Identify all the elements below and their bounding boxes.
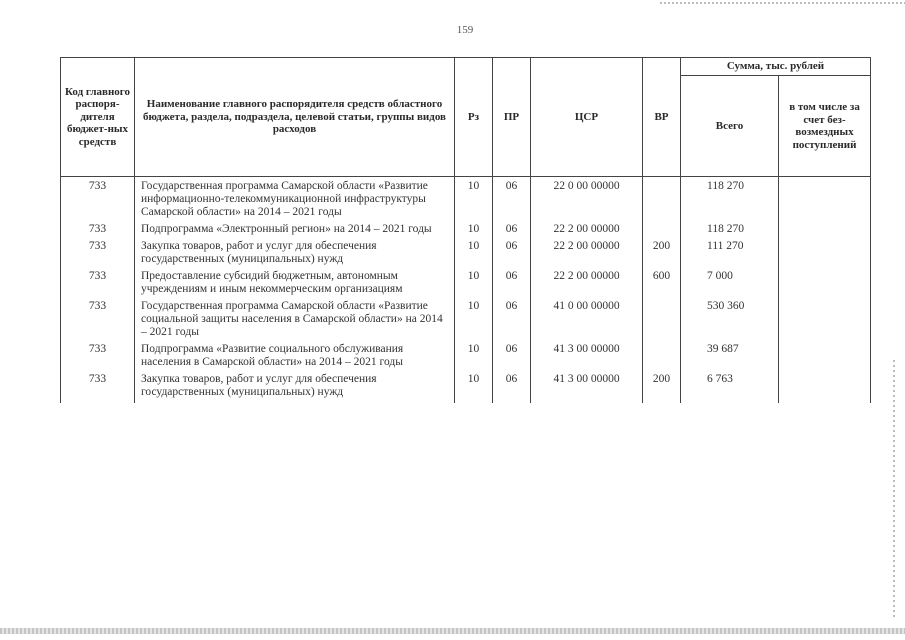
cell-csr: 41 3 00 00000 <box>531 373 643 403</box>
table-body <box>61 177 871 404</box>
cell-pr: 06 <box>493 240 531 270</box>
cell-csr: 22 2 00 00000 <box>531 240 643 270</box>
cell-total: 7 000 <box>681 270 779 300</box>
cell-pr: 06 <box>493 223 531 240</box>
cell-including <box>779 343 871 373</box>
cell-csr: 22 0 00 00000 <box>531 180 643 223</box>
table-row <box>61 240 871 270</box>
cell-vr <box>643 223 681 240</box>
page-number: 159 <box>456 24 474 36</box>
header-including: в том числе за счет без-возмездных поступлений <box>779 76 871 177</box>
table-row <box>61 300 871 343</box>
cell-total: 39 687 <box>681 343 779 373</box>
cell-rz: 10 <box>455 300 493 343</box>
cell-code: 733 <box>61 373 135 403</box>
cell-name: Подпрограмма «Электронный регион» на 2014 – 2021 годы <box>135 223 455 240</box>
cell-including <box>779 223 871 240</box>
scan-artifact-bottom-edge <box>0 628 905 634</box>
cell-name: Предоставление субсидий бюджетным, автономным учреждениям и иным некоммерческим организациям <box>135 270 455 300</box>
cell-vr <box>643 343 681 373</box>
cell-name: Государственная программа Самарской области «Развитие информационно-телекоммуникационной инфраструктуры Самарской области» на 2014 – 2021 годы <box>135 180 455 223</box>
cell-rz: 10 <box>455 343 493 373</box>
cell-csr: 22 2 00 00000 <box>531 223 643 240</box>
cell-vr <box>643 180 681 223</box>
cell-rz: 10 <box>455 270 493 300</box>
header-sum: Сумма, тыс. рублей <box>681 58 871 76</box>
cell-csr: 22 2 00 00000 <box>531 270 643 300</box>
scan-artifact-top <box>660 2 905 4</box>
cell-pr: 06 <box>493 180 531 223</box>
cell-pr: 06 <box>493 270 531 300</box>
cell-total: 111 270 <box>681 240 779 270</box>
cell-vr: 600 <box>643 270 681 300</box>
header-name: Наименование главного распорядителя средств областного бюджета, раздела, подраздела, целевой статьи, группы видов расходов <box>135 58 455 177</box>
cell-rz: 10 <box>455 373 493 403</box>
header-pr: ПР <box>493 58 531 177</box>
cell-vr: 200 <box>643 373 681 403</box>
cell-rz: 10 <box>455 240 493 270</box>
budget-table <box>60 57 871 403</box>
table-header <box>61 58 871 177</box>
cell-pr: 06 <box>493 343 531 373</box>
cell-name: Закупка товаров, работ и услуг для обеспечения государственных (муниципальных) нужд <box>135 240 455 270</box>
cell-code: 733 <box>61 240 135 270</box>
header-total: Всего <box>681 76 779 177</box>
header-code: Код главного распоря-дителя бюджет-ных средств <box>61 58 135 177</box>
cell-name: Подпрограмма «Развитие социального обслуживания населения в Самарской области» на 2014 – 2021 годы <box>135 343 455 373</box>
cell-code: 733 <box>61 180 135 223</box>
cell-including <box>779 180 871 223</box>
cell-vr: 200 <box>643 240 681 270</box>
cell-total: 118 270 <box>681 180 779 223</box>
cell-csr: 41 3 00 00000 <box>531 343 643 373</box>
cell-vr <box>643 300 681 343</box>
cell-including <box>779 373 871 403</box>
cell-pr: 06 <box>493 300 531 343</box>
cell-including <box>779 240 871 270</box>
table-row <box>61 343 871 373</box>
table-row <box>61 180 871 223</box>
cell-code: 733 <box>61 223 135 240</box>
cell-code: 733 <box>61 300 135 343</box>
cell-rz: 10 <box>455 223 493 240</box>
table-row <box>61 270 871 300</box>
header-vr: ВР <box>643 58 681 177</box>
cell-total: 118 270 <box>681 223 779 240</box>
cell-rz: 10 <box>455 180 493 223</box>
cell-name: Государственная программа Самарской области «Развитие социальной защиты населения в Самарской области» на 2014 – 2021 годы <box>135 300 455 343</box>
table-row <box>61 223 871 240</box>
table-row <box>61 373 871 403</box>
cell-pr: 06 <box>493 373 531 403</box>
header-rz: Рз <box>455 58 493 177</box>
header-csr: ЦСР <box>531 58 643 177</box>
scan-artifact-right-edge <box>893 360 895 620</box>
cell-total: 6 763 <box>681 373 779 403</box>
cell-csr: 41 0 00 00000 <box>531 300 643 343</box>
cell-code: 733 <box>61 270 135 300</box>
cell-including <box>779 270 871 300</box>
cell-including <box>779 300 871 343</box>
cell-code: 733 <box>61 343 135 373</box>
cell-total: 530 360 <box>681 300 779 343</box>
cell-name: Закупка товаров, работ и услуг для обеспечения государственных (муниципальных) нужд <box>135 373 455 403</box>
